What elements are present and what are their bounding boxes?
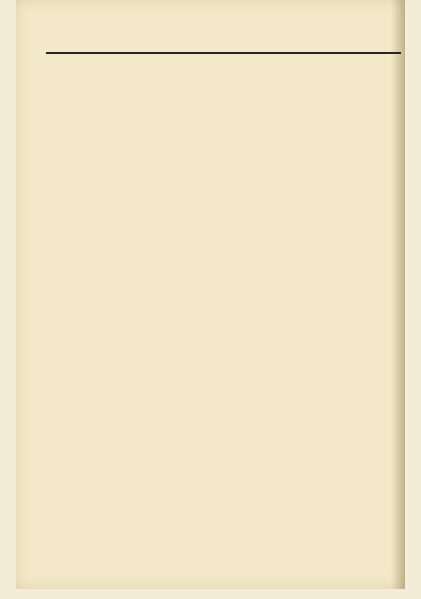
- page-sheet: [16, 0, 405, 589]
- spine-shadow: [391, 0, 405, 589]
- top-rule: [46, 52, 401, 54]
